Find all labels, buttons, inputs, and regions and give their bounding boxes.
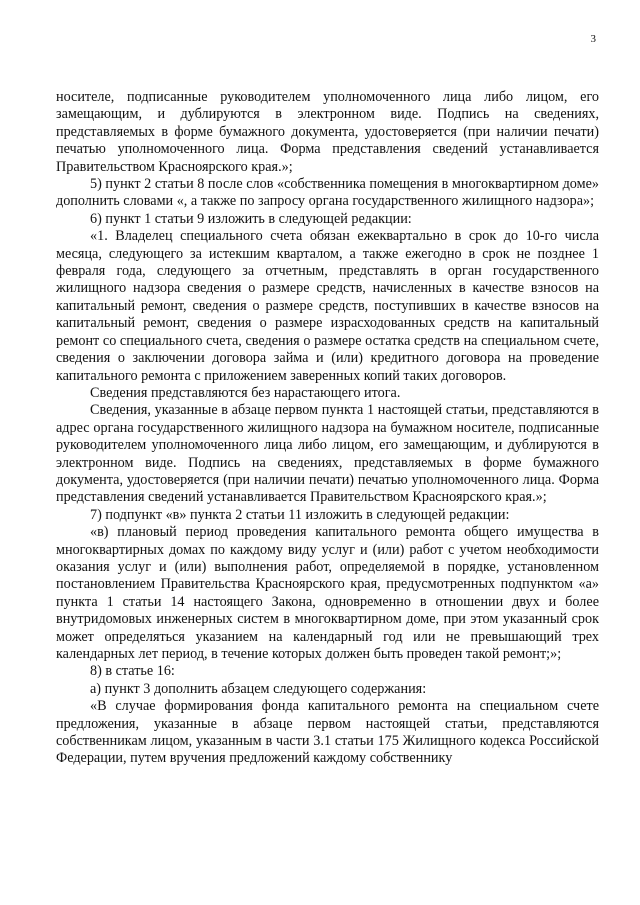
paragraph-item-5: 5) пункт 2 статьи 8 после слов «собственника помещения в многоквартирном доме» дополнить словами «, а также по запросу органа государственного жилищного надзора»;: [56, 176, 599, 210]
paragraph-item-6: 6) пункт 1 статьи 9 изложить в следующей редакции:: [90, 210, 412, 227]
document-body: [56, 89, 599, 768]
paragraph-continuation: носителе, подписанные руководителем уполномоченного лица либо лицом, его замещающим, и дублируются в электронном виде. Подпись на сведениях, представляемых в форме бумажного документа, удостоверяется (при наличии печати) печатью уполномоченного лица. Форма представления сведений устанавливается Правительством Красноярского края.»;: [56, 89, 599, 175]
paragraph-item-7: 7) подпункт «в» пункта 2 статьи 11 изложить в следующей редакции:: [90, 506, 510, 523]
paragraph-clause-1-submission: Сведения, указанные в абзаце первом пункта 1 настоящей статьи, представляются в адрес органа государственного жилищного надзора на бумажном носителе, подписанные руководителем уполномоченного лица либо лицом, его замещающим, и дублируются в электронном виде. Подпись на сведениях, представляемых в форме бумажного документа, удостоверяется (при наличии печати) печатью уполномоченного лица. Форма представления сведений устанавливается Правительством Красноярского края.»;: [56, 402, 599, 506]
paragraph-clause-1: «1. Владелец специального счета обязан ежеквартально в срок до 10-го числа месяца, следующего за истекшим кварталом, а также ежегодно в срок не позднее 1 февраля года, следующего за отчетным, представлять в орган государственного жилищного надзора сведения о размере средств, начисленных в качестве взносов на капитальный ремонт, сведения о размере средств, поступивших в качестве взносов на капитальный ремонт, сведения о размере израсходованных средств на капитальный ремонт со специального счета, сведения о размере остатка средств на специальном счете, сведения о заключении договора займа и (или) кредитного договора на проведение капитального ремонта с приложением заверенных копий таких договоров.: [56, 228, 599, 384]
paragraph-item-8: 8) в статье 16:: [90, 663, 175, 680]
paragraph-clause-1-note: Сведения представляются без нарастающего итога.: [90, 384, 401, 401]
paragraph-subitem-a: а) пункт 3 дополнить абзацем следующего содержания:: [90, 680, 427, 697]
page-number: 3: [590, 33, 596, 45]
paragraph-new-abstract: «В случае формирования фонда капитального ремонта на специальном счете предложения, указанные в абзаце первом настоящей статьи, представляются собственникам лицом, указанным в части 3.1 статьи 175 Жилищного кодекса Российской Федерации, путем вручения предложений каждому собственнику: [56, 698, 599, 767]
paragraph-subclause-v: «в) плановый период проведения капитального ремонта общего имущества в многоквартирных домах по каждому виду услуг и (или) работ с учетом необходимости оказания услуг и (или) выполнения работ, определяемой в порядке, установленном постановлением Правительства Красноярского края, предусмотренных подпунктом «а» пункта 1 статьи 14 настоящего Закона, одновременно в отношении двух и более внутридомовых инженерных систем в многоквартирном доме, при этом указанный срок может определяться указанием на календарный год или не превышающий трех календарных лет период, в течение которых должен быть проведен такой ремонт;»;: [56, 524, 599, 662]
